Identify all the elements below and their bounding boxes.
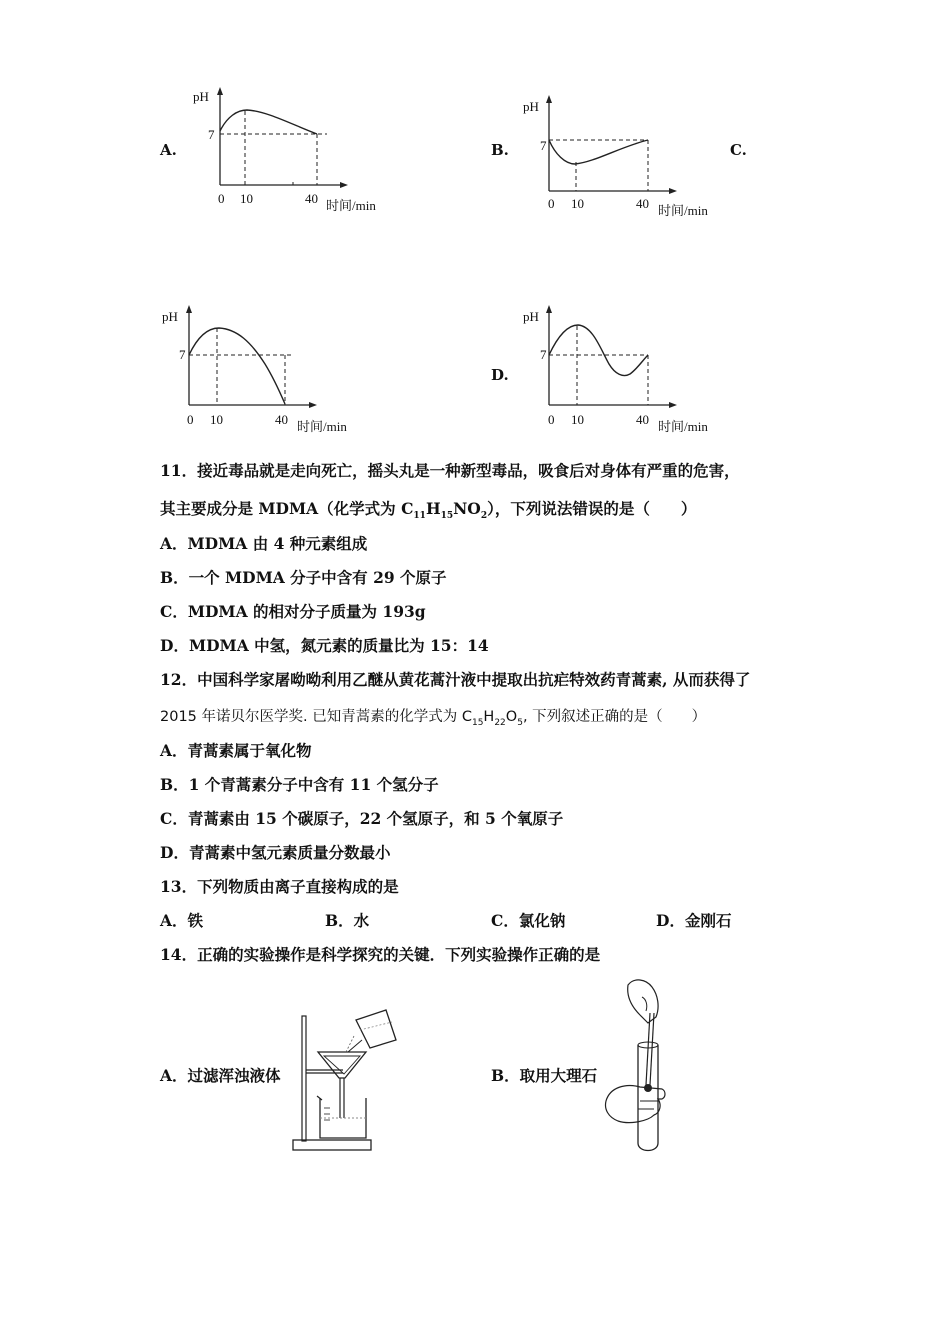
q12-option-d: D．青蒿素中氢元素质量分数最小: [160, 843, 391, 862]
graph-a-plot: [205, 85, 350, 195]
graph-a-y-label: pH: [193, 89, 209, 104]
graph-d-y-arrow: [546, 305, 552, 313]
graph-b-curve: [549, 140, 648, 164]
graph-c-x-tick-40: 40: [275, 412, 288, 427]
q12-stem-line2: 2015 年诺贝尔医学奖. 已知青蒿素的化学式为 $C_{15}H_{22}O_5$, 下列叙述正确的是（ ）: [160, 709, 707, 728]
graph-b-x-arrow: [669, 188, 677, 194]
graph-c-x-tick-0: 0: [187, 412, 194, 427]
q13-option-b: B．水: [325, 911, 370, 930]
graph-b-y-tick: 7: [540, 138, 547, 153]
graph-d-curve: [549, 325, 648, 376]
graph-b-x-tick-40: 40: [636, 196, 649, 211]
graph-d-x-arrow: [669, 402, 677, 408]
graph-a-x-tick-0: 0: [218, 191, 225, 206]
q11-stem-line1: 11．接近毒品就是走向死亡，摇头丸是一种新型毒品，吸食后对身体有严重的危害，: [160, 461, 740, 480]
liquid-stream: [348, 1040, 362, 1052]
graph-b-y-arrow: [546, 95, 552, 103]
q13-option-d: D．金刚石: [656, 911, 732, 930]
graph-a-y-arrow: [217, 87, 223, 95]
graph-c-curve: [189, 328, 285, 404]
graph-d-plot: [535, 302, 680, 412]
q13-stem: 13．下列物质由离子直接构成的是: [160, 877, 399, 896]
graph-d-x-tick-10: 10: [571, 412, 584, 427]
graph-b-x-label: 时间/min: [658, 203, 708, 218]
q12-stem-line1: 12．中国科学家屠呦呦利用乙醚从黄花蒿汁液中提取出抗疟特效药青蒿素, 从而获得了: [160, 670, 751, 689]
q12-option-b: B．1 个青蒿素分子中含有 11 个氢分子: [160, 775, 439, 794]
q13-option-c: C．氯化钠: [491, 911, 566, 930]
q14-option-b: B．取用大理石: [491, 1066, 598, 1085]
q11-option-a: A．MDMA 由 4 种元素组成: [160, 534, 368, 553]
graph-d-x-tick-0: 0: [548, 412, 555, 427]
q11-option-d: D．MDMA 中氢，氮元素的质量比为 15：14: [160, 636, 489, 655]
q11-stem-line2: 其主要成分是 MDMA（化学式为 $C_{11}H_{15}NO_2$），下列说法错误的是（ ）: [160, 499, 697, 522]
graph-c-x-label: 时间/min: [297, 419, 347, 434]
option-c-label: C.: [730, 141, 747, 159]
graph-a-y-tick: 7: [208, 127, 215, 142]
q13-option-a: A．铁: [160, 911, 204, 930]
test-tube-hand-illustration: [600, 975, 690, 1160]
graph-a-x-arrow: [340, 182, 348, 188]
graph-d-x-label: 时间/min: [658, 419, 708, 434]
filtration-apparatus-illustration: [288, 1000, 403, 1160]
graph-a-x-tick-10: 10: [240, 191, 253, 206]
graph-b-x-tick-10: 10: [571, 196, 584, 211]
lower-hand: [606, 1086, 666, 1123]
q11-option-c: C．MDMA 的相对分子质量为 193g: [160, 602, 426, 621]
q11-option-b: B．一个 MDMA 分子中含有 29 个原子: [160, 568, 447, 587]
q14-option-a: A．过滤浑浊液体: [160, 1066, 281, 1085]
graph-c-plot: [175, 302, 320, 412]
graph-d-x-tick-40: 40: [636, 412, 649, 427]
q12-option-a: A．青蒿素属于氧化物: [160, 741, 312, 760]
test-tube: [638, 1045, 658, 1151]
option-d-label: D.: [491, 366, 509, 384]
q14-stem: 14．正确的实验操作是科学探究的关键．下列实验操作正确的是: [160, 945, 601, 964]
option-b-label: B.: [491, 141, 509, 159]
graph-c-y-arrow: [186, 305, 192, 313]
option-a-label: A.: [160, 141, 177, 159]
graph-b-plot: [535, 92, 680, 202]
graph-b-x-tick-0: 0: [548, 196, 555, 211]
graph-a-x-label: 时间/min: [326, 198, 376, 213]
graph-d-y-tick: 7: [540, 347, 547, 362]
graph-c-y-tick: 7: [179, 347, 186, 362]
graph-c-y-label: pH: [162, 309, 178, 324]
stand-rod: [302, 1016, 306, 1141]
graph-c-x-arrow: [309, 402, 317, 408]
tweezers: [646, 1013, 650, 1085]
graph-c-x-tick-10: 10: [210, 412, 223, 427]
graph-a-curve: [220, 110, 317, 134]
q12-option-c: C．青蒿素由 15 个碳原子，22 个氢原子，和 5 个氧原子: [160, 809, 564, 828]
graph-b-y-label: pH: [523, 99, 539, 114]
graph-a-x-tick-40: 40: [305, 191, 318, 206]
pouring-beaker: [356, 1010, 396, 1048]
graph-d-y-label: pH: [523, 309, 539, 324]
beaker: [320, 1098, 366, 1138]
filter-paper: [324, 1056, 360, 1074]
